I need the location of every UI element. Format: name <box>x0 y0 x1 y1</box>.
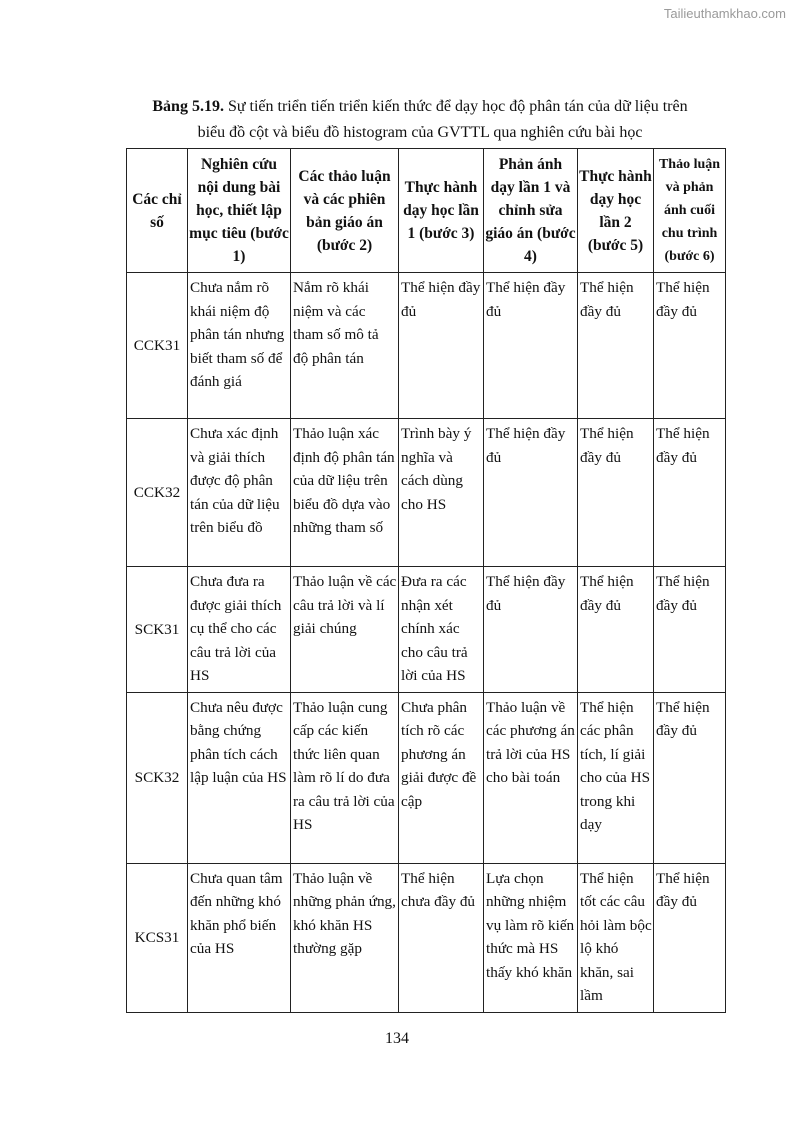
table-cell: Thể hiện đầy đủ <box>578 419 654 567</box>
table-cell: Thảo luận về các câu trả lời và lí giải chúng <box>291 567 399 693</box>
table-cell: Chưa nắm rõ khái niệm độ phân tán nhưng biết tham số để đánh giá <box>188 273 291 419</box>
row-index: CCK31 <box>127 273 188 419</box>
watermark: Tailieuthamkhao.com <box>663 6 786 21</box>
progress-table <box>126 148 726 1013</box>
table-cell: Thể hiện đầy đủ <box>654 863 726 1012</box>
row-index: SCK32 <box>127 692 188 863</box>
row-index: SCK31 <box>127 567 188 693</box>
table-caption <box>120 94 720 146</box>
table-cell: Chưa nêu được bằng chứng phân tích cách lập luận của HS <box>188 692 291 863</box>
header-cell: Thực hành dạy học lần 1 (bước 3) <box>399 149 484 273</box>
table-cell: Thể hiện chưa đầy đủ <box>399 863 484 1012</box>
table-cell: Chưa đưa ra được giải thích cụ thể cho các câu trả lời của HS <box>188 567 291 693</box>
table-cell: Thể hiện đầy đủ <box>484 273 578 419</box>
row-index: CCK32 <box>127 419 188 567</box>
table-row <box>127 419 726 567</box>
table-cell: Thảo luận cung cấp các kiến thức liên quan làm rõ lí do đưa ra câu trả lời của HS <box>291 692 399 863</box>
table-cell: Thảo luận xác định độ phân tán của dữ liệu trên biểu đồ dựa vào những tham số <box>291 419 399 567</box>
table-cell: Thể hiện đầy đủ <box>484 419 578 567</box>
header-row <box>127 149 726 273</box>
table-cell: Thể hiện đầy đủ <box>578 567 654 693</box>
page-number: 134 <box>385 1030 409 1047</box>
table-cell: Lựa chọn những nhiệm vụ làm rõ kiến thức mà HS thấy khó khăn <box>484 863 578 1012</box>
row-index: KCS31 <box>127 863 188 1012</box>
header-cell: Thực hành dạy học lần 2 (bước 5) <box>578 149 654 273</box>
table-cell: Nắm rõ khái niệm và các tham số mô tả độ phân tán <box>291 273 399 419</box>
header-cell: Phản ánh dạy lần 1 và chỉnh sửa giáo án (bước 4) <box>484 149 578 273</box>
caption-line-2: biểu đồ cột và biểu đồ histogram của GVTTL qua nghiên cứu bài học <box>197 124 643 141</box>
table-row <box>127 863 726 1012</box>
table-cell: Thể hiện đầy đủ <box>654 567 726 693</box>
table-cell: Thảo luận về những phản ứng, khó khăn HS thường gặp <box>291 863 399 1012</box>
table-row <box>127 692 726 863</box>
caption-line-1: Sự tiến triển tiến triển kiến thức để dạy học độ phân tán của dữ liệu trên <box>223 98 688 115</box>
caption-label: Bảng 5.19. <box>152 98 224 115</box>
table-cell: Thể hiện đầy đủ <box>654 419 726 567</box>
table-cell: Thể hiện đầy đủ <box>654 273 726 419</box>
header-cell: Các chỉ số <box>127 149 188 273</box>
table-cell: Thể hiện các phân tích, lí giải cho của HS trong khi dạy <box>578 692 654 863</box>
table-cell: Thể hiện đầy đủ <box>654 692 726 863</box>
table-row <box>127 273 726 419</box>
table-cell: Thể hiện đầy đủ <box>484 567 578 693</box>
header-cell: Thảo luận và phản ánh cuối chu trình (bước 6) <box>654 149 726 273</box>
header-cell: Nghiên cứu nội dung bài học, thiết lập mục tiêu (bước 1) <box>188 149 291 273</box>
table-cell: Đưa ra các nhận xét chính xác cho câu trả lời của HS <box>399 567 484 693</box>
table-cell: Thảo luận về các phương án trả lời của HS cho bài toán <box>484 692 578 863</box>
table-cell: Chưa quan tâm đến những khó khăn phổ biến của HS <box>188 863 291 1012</box>
table-cell: Thể hiện đầy đủ <box>399 273 484 419</box>
table-cell: Thể hiện đầy đủ <box>578 273 654 419</box>
table-row <box>127 567 726 693</box>
header-cell: Các thảo luận và các phiên bản giáo án (bước 2) <box>291 149 399 273</box>
table-cell: Thể hiện tốt các câu hỏi làm bộc lộ khó khăn, sai lầm <box>578 863 654 1012</box>
table-cell: Chưa phân tích rõ các phương án giải được đề cập <box>399 692 484 863</box>
table-cell: Trình bày ý nghĩa và cách dùng cho HS <box>399 419 484 567</box>
table-cell: Chưa xác định và giải thích được độ phân tán của dữ liệu trên biểu đồ <box>188 419 291 567</box>
